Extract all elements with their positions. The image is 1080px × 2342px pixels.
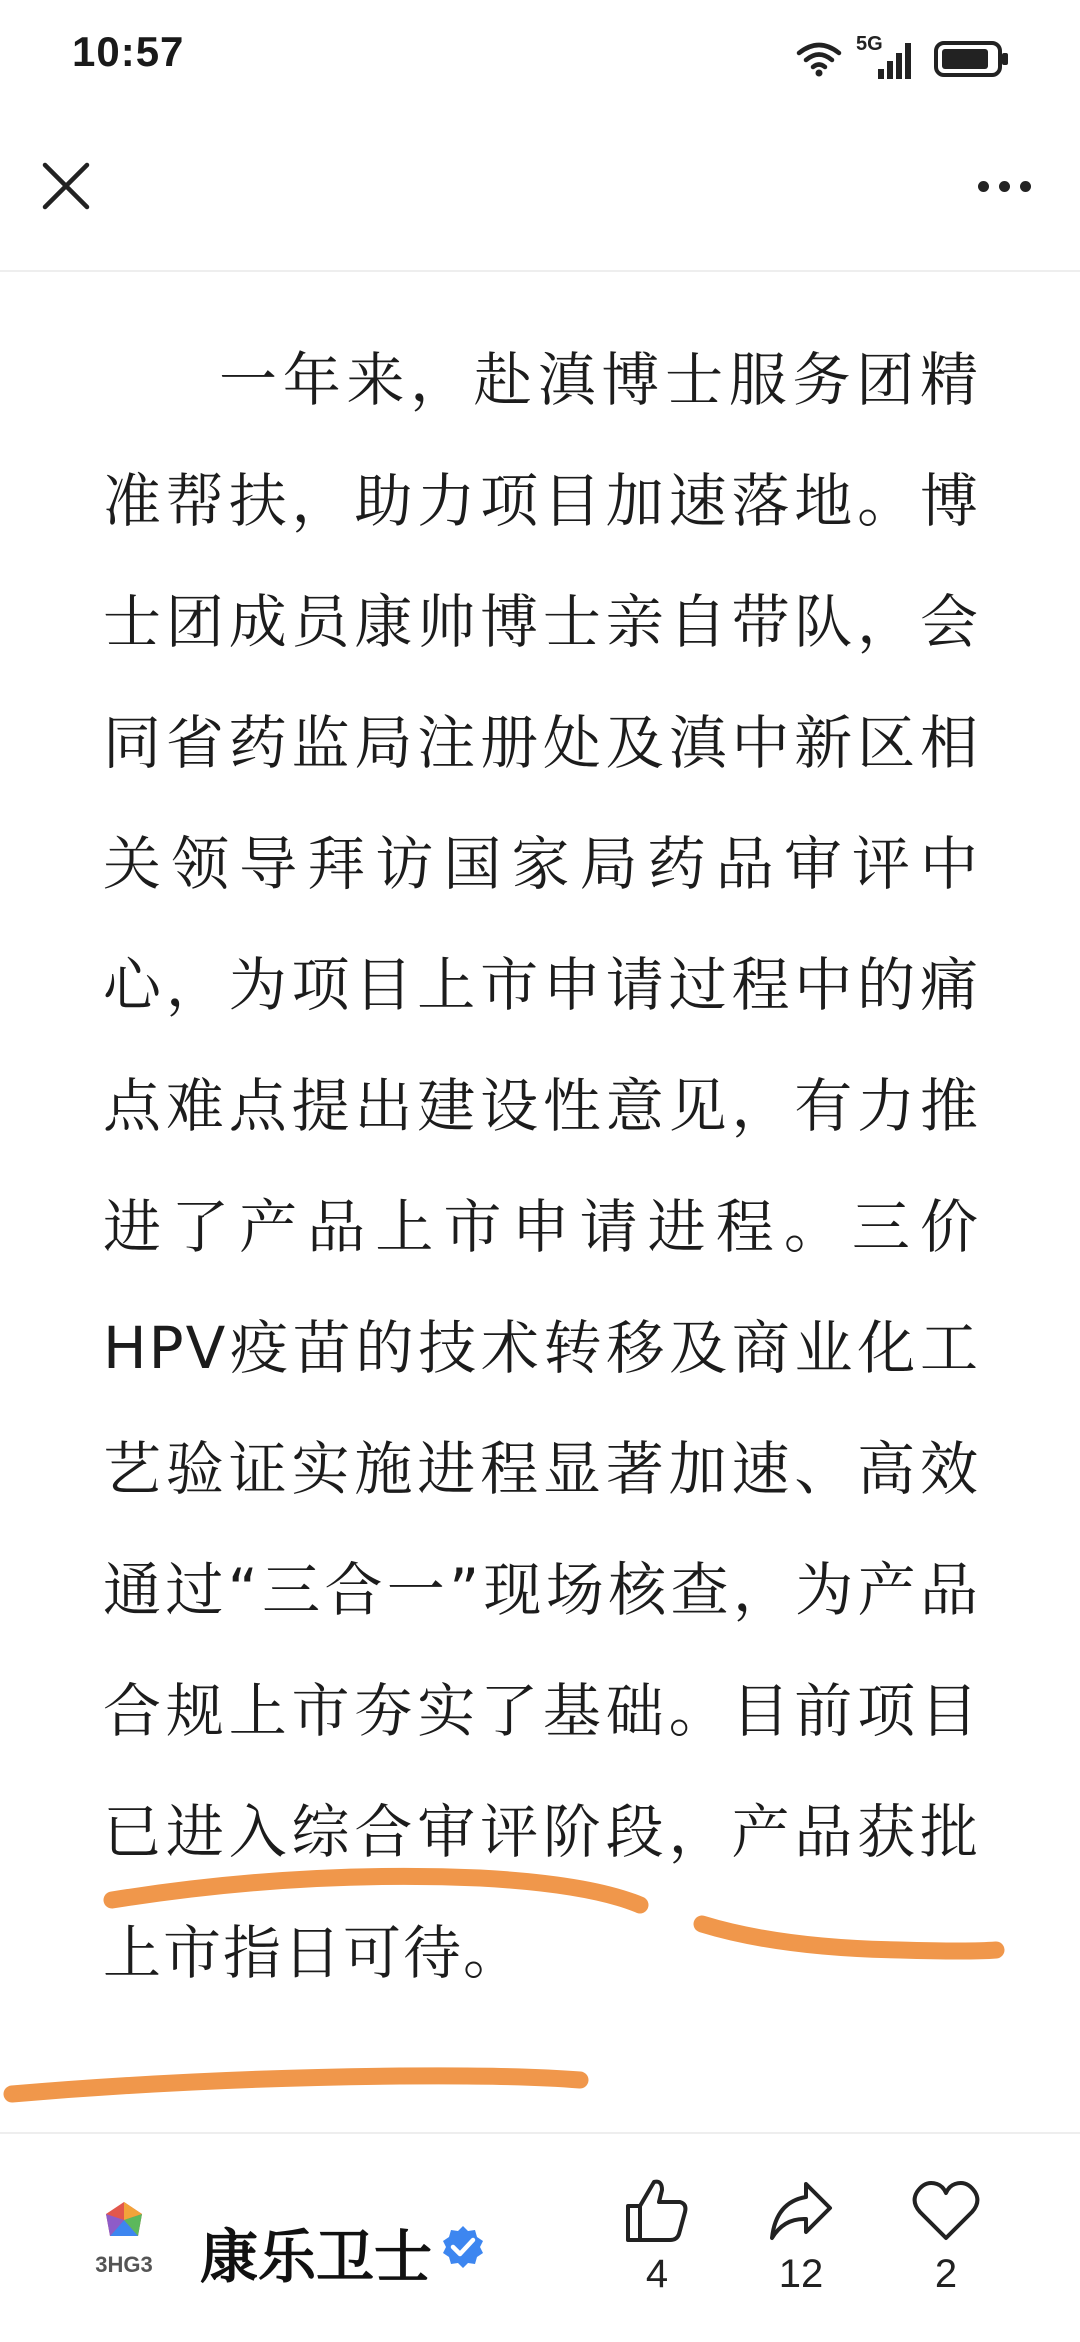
bottom-action-bar [0,2132,1080,2342]
verified-badge-icon [440,2224,486,2270]
share-button[interactable] [746,2176,856,2297]
close-button[interactable] [36,156,96,216]
wifi-icon [796,41,842,77]
author-logo[interactable] [76,2194,172,2284]
article-body [103,320,980,2014]
author-logo-text: 3HG3 [95,2252,153,2277]
close-icon [41,161,91,211]
heart-icon [911,2176,981,2246]
status-bar [0,0,1080,120]
thumbs-up-icon [622,2176,692,2246]
share-arrow-icon [766,2176,836,2246]
author-name[interactable]: 康乐卫士 [200,2223,433,2291]
more-dots-icon [978,181,989,192]
more-options-button[interactable] [964,156,1044,216]
article-paragraph: 一年来，赴滇博士服务团精准帮扶，助力项目加速落地。博士团成员康帅博士亲自带队，会同省药监局注册处及滇中新区相关领导拜访国家局药品审评中心，为项目上市申请过程中的痛点难点提出建设性意见，有力推进了产品上市申请进程。三价HPV疫苗的技术转移及商业化工艺验证实施进程显著加速、高效通过“三合一”现场核查，为产品合规上市夯实了基础。目前项目已进入综合审评阶段，产品获批上市指日可待。 [103,346,980,1987]
battery-icon [934,39,1010,79]
annotation-underline-3 [12,2076,580,2094]
top-nav-bar [0,120,1080,272]
like-count: 4 [645,2252,669,2296]
more-dot [999,181,1010,192]
favorite-button[interactable] [891,2176,1001,2297]
signal-icon [856,33,920,81]
share-count: 12 [778,2252,824,2296]
more-dot [1020,181,1031,192]
like-button[interactable] [602,2176,712,2297]
status-time: 10:57 [72,28,185,75]
network-type-label: 5G [856,33,883,55]
favorite-count: 2 [934,2252,958,2296]
status-icons [796,34,1010,84]
